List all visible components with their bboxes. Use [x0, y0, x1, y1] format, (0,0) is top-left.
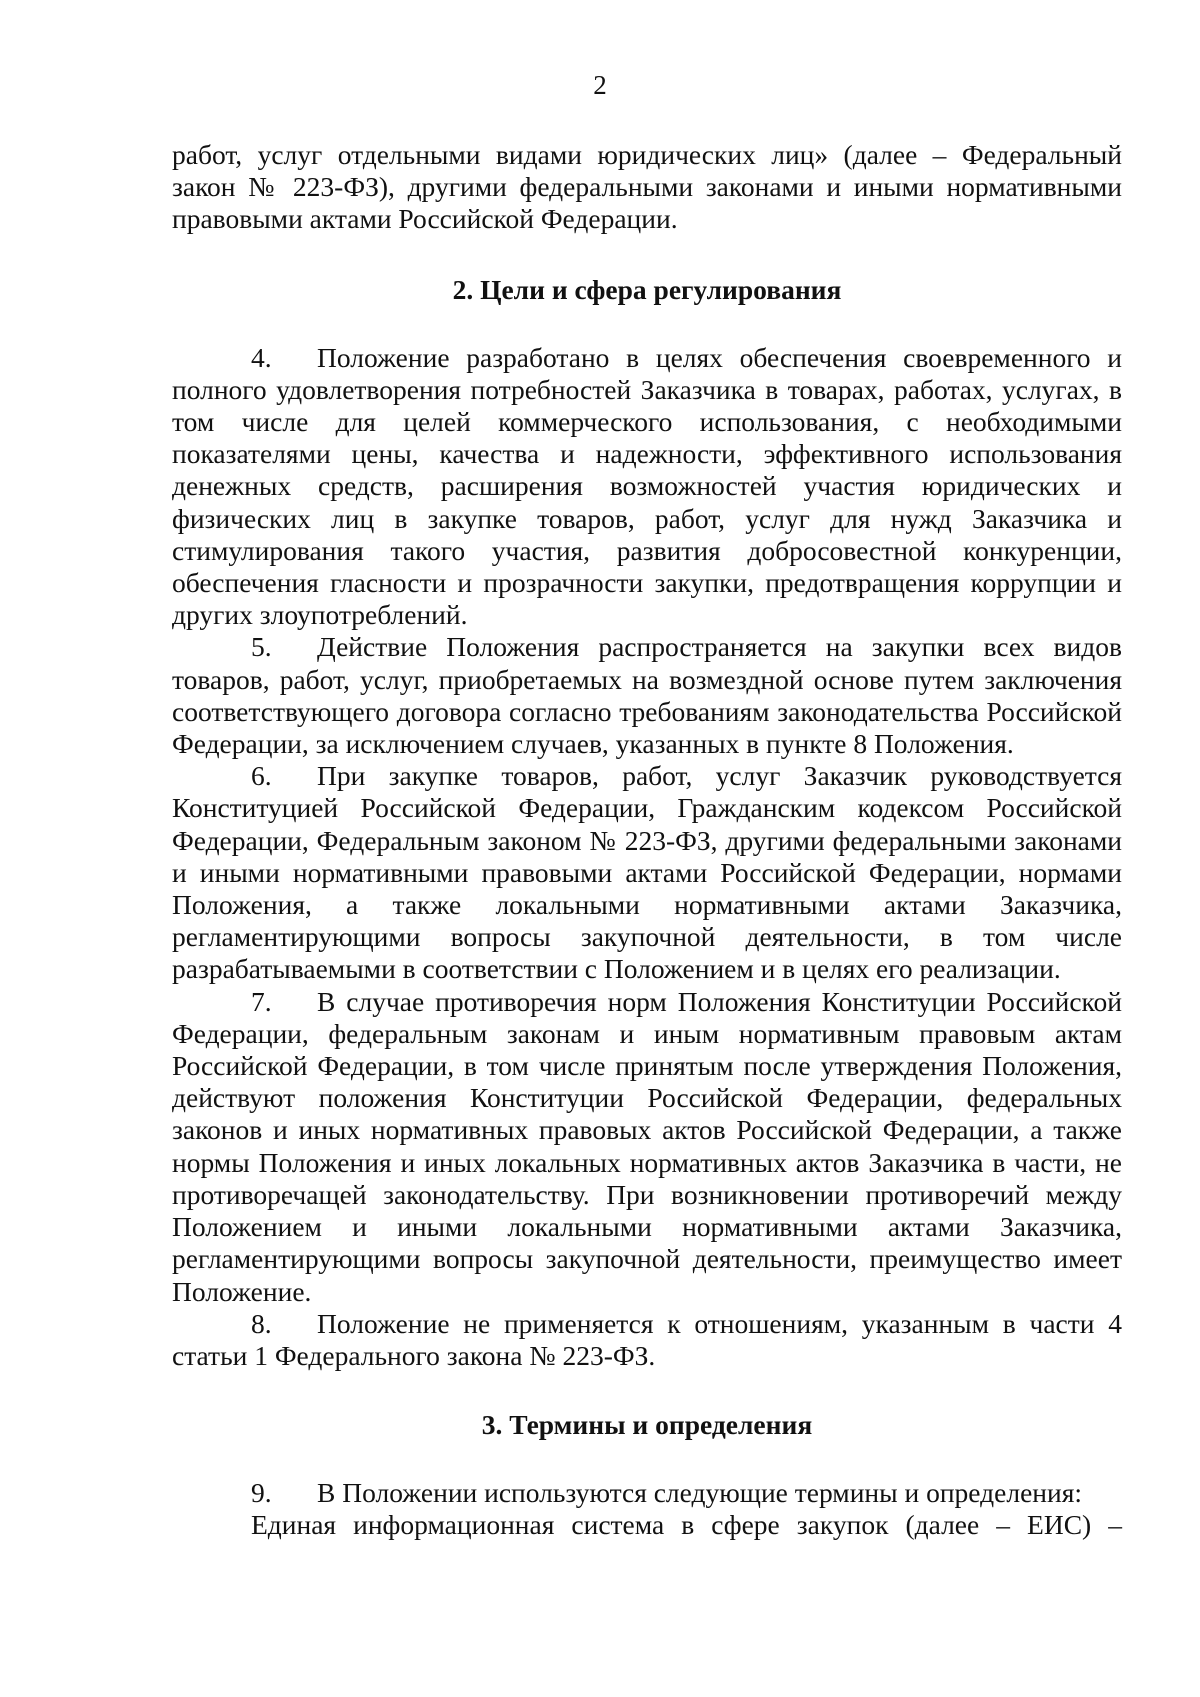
clause-text: Положение не применяется к отношениям, указанным в части 4 статьи 1 Федерального закона № 223-ФЗ. [172, 1307, 1122, 1371]
clause-5 [172, 631, 1122, 760]
page-number: 2 [593, 70, 607, 100]
clause-9 [172, 1477, 1122, 1509]
clause-6 [172, 760, 1122, 985]
section-3-heading: 3. Термины и определения [481, 1409, 813, 1441]
clause-text: При закупке товаров, работ, услуг Заказчик руководствуется Конституцией Российской Федерации, Гражданским кодексом Российской Федерации, Федеральным законом № 223-ФЗ, другими федеральными законами и иными нормативными правовыми актами Российской Федерации, нормами Положения, а также локальными нормативными актами Заказчика, регламентирующими вопросы закупочной деятельности, в том числе разрабатываемыми в соответствии с Положением и в целях его реализации. [172, 760, 1122, 985]
clause-text: В случае противоречия норм Положения Конституции Российской Федерации, федеральным законам и иным нормативным правовым актам Российской Федерации, в том числе принятым после утверждения Положения, действуют положения Конституции Российской Федерации, федеральных законов и иных нормативных правовых актов Российской Федерации, а также нормы Положения и иных локальных нормативных актов Заказчика в части, не противоречащей законодательству. При возникновении противоречий между Положением и иными локальными нормативными актами Заказчика, регламентирующими вопросы закупочной деятельности, преимущество имеет Положение. [172, 985, 1122, 1307]
definition-eis: Единая информационная система в сфере закупок (далее – ЕИС) – [251, 1509, 1122, 1541]
section-2-heading: 2. Цели и сфера регулирования [452, 273, 842, 305]
document-body [172, 139, 1122, 1542]
clause-text: В Положении используются следующие термины и определения: [317, 1477, 1082, 1509]
clause-text: Действие Положения распространяется на закупки всех видов товаров, работ, услуг, приобретаемых на возмездной основе путем заключения соответствующего договора согласно требованиям законодательства Российской Федерации, за исключением случаев, указанных в пункте 8 Положения. [172, 631, 1122, 760]
clause-number: 9. [251, 1477, 272, 1509]
clause-number: 5. [251, 631, 272, 663]
intro-paragraph: работ, услуг отдельными видами юридических лиц» (далее – Федеральный закон № 223-ФЗ), другими федеральными законами и иными нормативными правовыми актами Российской Федерации. [172, 139, 1122, 235]
clause-number: 6. [251, 760, 272, 792]
clause-4 [172, 342, 1122, 632]
clause-number: 8. [251, 1307, 272, 1339]
clause-text: Положение разработано в целях обеспечения своевременного и полного удовлетворения потребностей Заказчика в товарах, работах, услугах, в том числе для целей коммерческого использования, с необходимыми показателями цены, качества и надежности, эффективного использования денежных средств, расширения возможностей участия юридических и физических лиц в закупке товаров, работ, услуг для нужд Заказчика и стимулирования такого участия, развития добросовестной конкуренции, обеспечения гласности и прозрачности закупки, предотвращения коррупции и других злоупотреблений. [172, 341, 1122, 631]
clause-8 [172, 1308, 1122, 1372]
clause-number: 7. [251, 985, 272, 1017]
clause-number: 4. [251, 341, 272, 373]
clause-7 [172, 986, 1122, 1308]
